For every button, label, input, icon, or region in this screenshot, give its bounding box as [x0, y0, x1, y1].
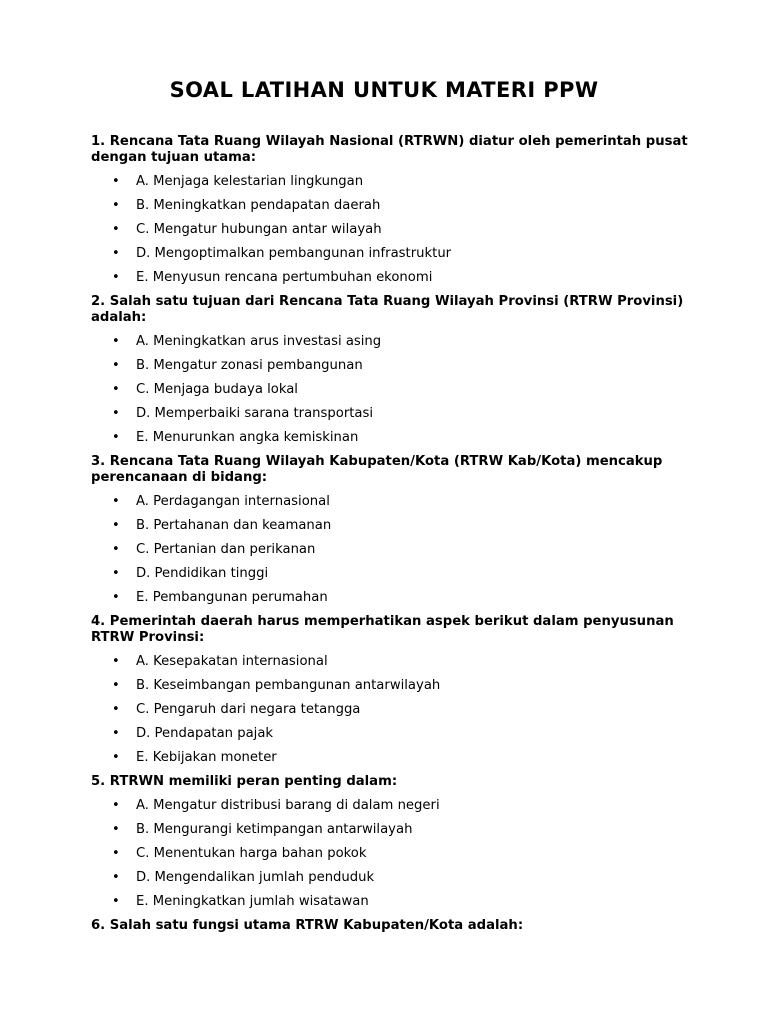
question-2 — [91, 294, 691, 446]
question-text: 4. Pemerintah daerah harus memperhatikan aspek berikut dalam penyusunan RTRW Provinsi: — [91, 614, 674, 645]
option-b — [91, 358, 691, 374]
option-text: C. Menjaga budaya lokal — [136, 382, 298, 397]
option-d — [91, 726, 691, 742]
question-list — [91, 134, 691, 934]
bullet-icon: • — [112, 678, 120, 693]
option-text: E. Kebijakan moneter — [136, 750, 277, 765]
bullet-icon: • — [112, 198, 120, 213]
bullet-icon: • — [112, 358, 120, 373]
option-c — [91, 542, 691, 558]
bullet-icon: • — [112, 174, 120, 189]
bullet-icon: • — [112, 382, 120, 397]
option-c — [91, 846, 691, 862]
option-c — [91, 222, 691, 238]
option-e — [91, 894, 691, 910]
option-text: A. Perdagangan internasional — [136, 494, 330, 509]
bullet-icon: • — [112, 822, 120, 837]
question-text: 6. Salah satu fungsi utama RTRW Kabupaten/Kota adalah: — [91, 918, 524, 933]
bullet-icon: • — [112, 726, 120, 741]
option-text: E. Menurunkan angka kemiskinan — [136, 430, 359, 445]
option-text: B. Keseimbangan pembangunan antarwilayah — [136, 678, 441, 693]
option-a — [91, 798, 691, 814]
question-text: 1. Rencana Tata Ruang Wilayah Nasional (RTRWN) diatur oleh pemerintah pusat dengan tujuan utama: — [91, 134, 688, 165]
option-text: D. Pendidikan tinggi — [136, 566, 269, 581]
option-text: C. Pengaruh dari negara tetangga — [136, 702, 361, 717]
bullet-icon: • — [112, 590, 120, 605]
option-text: C. Pertanian dan perikanan — [136, 542, 316, 557]
option-d — [91, 246, 691, 262]
option-text: E. Pembangunan perumahan — [136, 590, 328, 605]
option-e — [91, 750, 691, 766]
option-text: A. Kesepakatan internasional — [136, 654, 328, 669]
question-1 — [91, 134, 691, 286]
option-text: E. Meningkatkan jumlah wisatawan — [136, 894, 369, 909]
bullet-icon: • — [112, 222, 120, 237]
option-text: B. Mengurangi ketimpangan antarwilayah — [136, 822, 413, 837]
option-list — [91, 174, 691, 286]
question-text: 5. RTRWN memiliki peran penting dalam: — [91, 774, 398, 789]
bullet-icon: • — [112, 430, 120, 445]
bullet-icon: • — [112, 750, 120, 765]
question-4 — [91, 614, 691, 766]
bullet-icon: • — [112, 870, 120, 885]
bullet-icon: • — [112, 702, 120, 717]
bullet-icon: • — [112, 518, 120, 533]
option-b — [91, 822, 691, 838]
option-text: B. Mengatur zonasi pembangunan — [136, 358, 363, 373]
option-b — [91, 678, 691, 694]
option-text: D. Memperbaiki sarana transportasi — [136, 406, 374, 421]
bullet-icon: • — [112, 334, 120, 349]
option-a — [91, 494, 691, 510]
bullet-icon: • — [112, 494, 120, 509]
option-text: D. Pendapatan pajak — [136, 726, 274, 741]
option-text: B. Meningkatkan pendapatan daerah — [136, 198, 381, 213]
option-text: D. Mengendalikan jumlah penduduk — [136, 870, 375, 885]
bullet-icon: • — [112, 246, 120, 261]
option-text: D. Mengoptimalkan pembangunan infrastruktur — [136, 246, 452, 261]
bullet-icon: • — [112, 894, 120, 909]
bullet-icon: • — [112, 654, 120, 669]
bullet-icon: • — [112, 566, 120, 581]
option-e — [91, 430, 691, 446]
question-text: 3. Rencana Tata Ruang Wilayah Kabupaten/Kota (RTRW Kab/Kota) mencakup perencanaan di bidang: — [91, 454, 663, 485]
option-c — [91, 702, 691, 718]
option-text: C. Mengatur hubungan antar wilayah — [136, 222, 382, 237]
bullet-icon: • — [112, 798, 120, 813]
option-text: A. Meningkatkan arus investasi asing — [136, 334, 382, 349]
question-text: 2. Salah satu tujuan dari Rencana Tata Ruang Wilayah Provinsi (RTRW Provinsi) adalah: — [91, 294, 684, 325]
question-6 — [91, 918, 691, 934]
bullet-icon: • — [112, 270, 120, 285]
option-b — [91, 198, 691, 214]
option-list — [91, 334, 691, 446]
question-3 — [91, 454, 691, 606]
question-5 — [91, 774, 691, 910]
bullet-icon: • — [112, 542, 120, 557]
option-list — [91, 798, 691, 910]
option-d — [91, 566, 691, 582]
option-a — [91, 654, 691, 670]
option-a — [91, 174, 691, 190]
option-text: E. Menyusun rencana pertumbuhan ekonomi — [136, 270, 433, 285]
option-d — [91, 870, 691, 886]
option-text: B. Pertahanan dan keamanan — [136, 518, 332, 533]
document-title: SOAL LATIHAN UNTUK MATERI PPW — [169, 78, 599, 102]
option-e — [91, 590, 691, 606]
option-a — [91, 334, 691, 350]
option-text: A. Mengatur distribusi barang di dalam negeri — [136, 798, 440, 813]
option-text: C. Menentukan harga bahan pokok — [136, 846, 367, 861]
option-d — [91, 406, 691, 422]
option-b — [91, 518, 691, 534]
option-e — [91, 270, 691, 286]
option-text: A. Menjaga kelestarian lingkungan — [136, 174, 364, 189]
option-c — [91, 382, 691, 398]
bullet-icon: • — [112, 406, 120, 421]
bullet-icon: • — [112, 846, 120, 861]
option-list — [91, 494, 691, 606]
option-list — [91, 654, 691, 766]
